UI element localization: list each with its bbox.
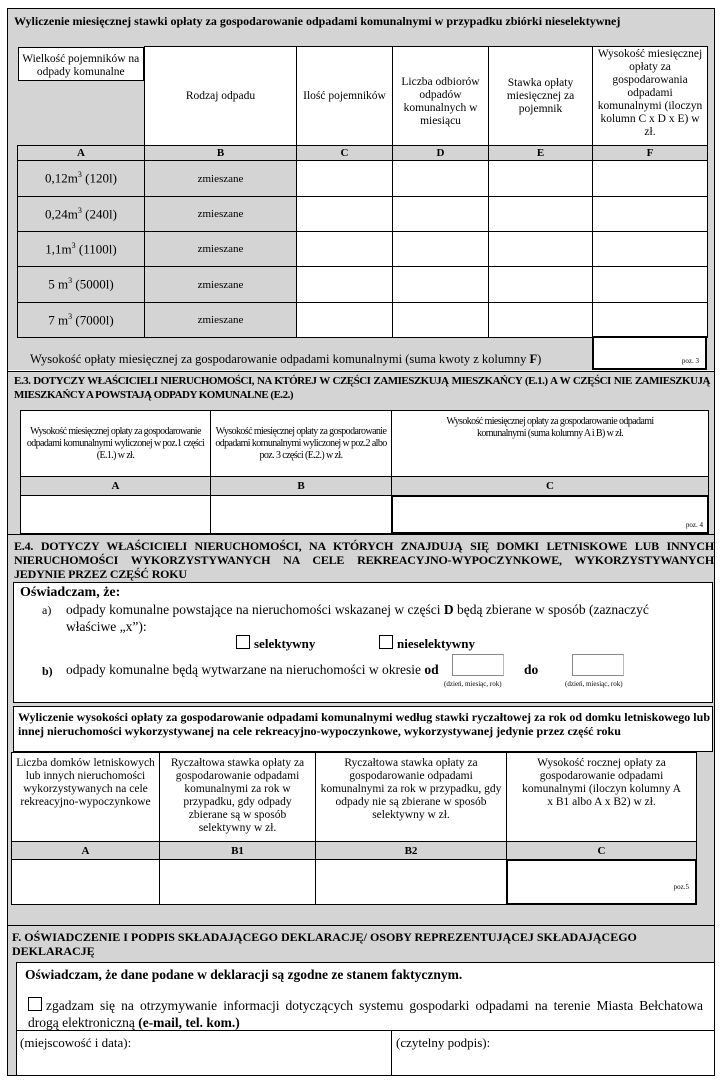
container-size-cell: 5 $m^3$ (5000l) xyxy=(18,267,145,303)
e3-header-b: Wysokość miesięcznej opłaty za gospodarowanie odpadami komunalnymi wyliczonej w poz.2 albo poz. 3 części (E.2.) w zł. xyxy=(210,410,392,477)
header-container-count: Ilość pojemników xyxy=(297,47,393,146)
e4-calc-title: Wyliczenie wysokości opłaty za gospodarowanie odpadami komunalnymi według stawki ryczałtowej za rok od domku letniskowego lub innej nieruchomości wykorzystywanej na cele rekreacyjno-wypoczynkowe, wykorzystywanej jedynie przez część roku xyxy=(18,710,710,738)
table-row xyxy=(18,267,708,303)
date-from-hint: (dzień, miesiąc, rok) xyxy=(444,680,502,688)
header-rate-per-container: Stawka opłaty miesięcznej za pojemnik xyxy=(489,47,593,146)
container-count-input[interactable] xyxy=(297,197,393,232)
e3-letter-b: B xyxy=(210,476,392,496)
e3-header-a: Wysokość miesięcznej opłaty za gospodarowanie odpadami komunalnymi wyliczonej w poz.1 części (E.1.) w zł. xyxy=(20,410,211,477)
e4-header-b1: Ryczałtowa stawka opłaty za gospodarowanie odpadami komunalnymi za rok w przypadku, gdy odpady zbierane są w sposób selektywny w zł. xyxy=(159,752,316,842)
pickups-input[interactable] xyxy=(393,197,489,232)
date-to-hint: (dzień, miesiąc, rok) xyxy=(565,680,623,688)
e3-letter-c: C xyxy=(391,476,709,496)
container-count-input[interactable] xyxy=(297,232,393,267)
rate-input[interactable] xyxy=(489,303,593,338)
container-size-cell: $0,24m^3$ (240l) xyxy=(18,197,145,232)
header-pickups-per-month: Liczba odbiorów odpadów komunalnych w miesiącu xyxy=(393,47,489,146)
e4-header-b2: Ryczałtowa stawka opłaty za gospodarowanie odpadami komunalnymi za rok w przypadku, gdy odpady nie są zbierane w sposób selektywny w zł. xyxy=(315,752,507,842)
fee-input[interactable] xyxy=(593,161,708,197)
selective-label: selektywny xyxy=(254,636,316,651)
header-container-size: Wielkość pojemników na odpady komunalne xyxy=(18,47,145,81)
pickups-input[interactable] xyxy=(393,303,489,338)
e4-item-b-label: b) xyxy=(42,664,53,678)
col-letter-d: D xyxy=(393,146,489,161)
e4-declare-heading: Oświadczam, że: xyxy=(20,585,121,600)
e4-input-b1[interactable] xyxy=(159,859,316,905)
e3-letter-a: A xyxy=(20,476,211,496)
e4-input-c[interactable] xyxy=(506,859,697,905)
table-row xyxy=(18,197,708,232)
e4-input-a[interactable] xyxy=(11,859,160,905)
section-f-statement: Oświadczam, że dane podane w deklaracji są zgodne ze stanem faktycznym. xyxy=(25,967,463,982)
container-size-cell: $0,12m^3$ (120l) xyxy=(18,161,145,197)
fee-input[interactable] xyxy=(593,197,708,232)
table-row xyxy=(18,303,708,338)
date-to-input[interactable] xyxy=(572,654,624,676)
section-e3-title: E.3. DOTYCZY WŁAŚCICIELI NIERUCHOMOŚCI, NA KTÓREJ W CZĘŚCI ZAMIESZKUJĄ MIESZKAŃCY (E.1.) A W CZĘŚCI NIE ZAMIESZKUJĄ MIESZKAŃCY A POWSTAJĄ ODPADY KOMUNALNE (E.2.) xyxy=(14,375,710,401)
e3-input-c[interactable] xyxy=(391,495,709,534)
date-to-label: do xyxy=(524,662,539,677)
waste-type-cell: zmieszane xyxy=(145,303,297,338)
section-e2-table xyxy=(17,46,708,338)
signature-field[interactable]: (czytelny podpis): xyxy=(396,1035,491,1050)
sum-label: Wysokość opłaty miesięcznej za gospodarowanie odpadami komunalnymi (suma kwoty z kolumny F) xyxy=(30,352,542,366)
selective-option[interactable] xyxy=(236,635,315,652)
fee-input[interactable] xyxy=(593,303,708,338)
e4-input-b2[interactable] xyxy=(315,859,507,905)
rate-input[interactable] xyxy=(489,161,593,197)
e3-input-a[interactable] xyxy=(20,495,211,534)
date-from-input[interactable] xyxy=(452,654,504,676)
section-f-title: F. OŚWIADCZENIE I PODPIS SKŁADAJĄCEGO DEKLARACJĘ/ OSOBY REPREZENTUJĄCEJ SKŁADAJĄCEGO DEKLARACJĘ xyxy=(12,930,637,958)
waste-type-cell: zmieszane xyxy=(145,197,297,232)
col-letter-b: B xyxy=(145,146,297,161)
e4-letter-b2: B2 xyxy=(315,841,507,860)
col-letter-e: E xyxy=(489,146,593,161)
e4-letter-c: C xyxy=(506,841,697,860)
container-count-input[interactable] xyxy=(297,161,393,197)
fee-input[interactable] xyxy=(593,232,708,267)
e4-letter-b1: B1 xyxy=(159,841,316,860)
col-letter-f: F xyxy=(593,146,708,161)
poz-3-label: poz. 3 xyxy=(681,357,699,365)
pickups-input[interactable] xyxy=(393,161,489,197)
fee-input[interactable] xyxy=(593,267,708,303)
rate-input[interactable] xyxy=(489,267,593,303)
container-count-input[interactable] xyxy=(297,303,393,338)
poz-4-label: poz. 4 xyxy=(685,521,703,529)
header-monthly-fee: Wysokość miesięcznej opłaty za gospodarowania odpadami komunalnymi (iloczyn kolumn C x D x E) w zł. xyxy=(593,47,708,146)
e4-item-b-text: odpady komunalne będą wytwarzane na nieruchomości w okresie od xyxy=(66,662,439,677)
e4-header-c: Wysokość rocznej opłaty za gospodarowanie odpadami komunalnymi (iloczyn kolumny A x B1 albo A x B2) w zł. xyxy=(506,752,697,842)
nonselective-checkbox[interactable] xyxy=(379,635,393,649)
e4-letter-a: A xyxy=(11,841,160,860)
container-count-input[interactable] xyxy=(297,267,393,303)
pickups-input[interactable] xyxy=(393,267,489,303)
table-row xyxy=(18,232,708,267)
e3-input-b[interactable] xyxy=(210,495,392,534)
pickups-input[interactable] xyxy=(393,232,489,267)
col-letter-a: A xyxy=(18,146,145,161)
rate-input[interactable] xyxy=(489,197,593,232)
e4-item-a-label: a) xyxy=(42,603,52,617)
signature-column-divider xyxy=(391,1030,392,1076)
header-waste-type: Rodzaj odpadu xyxy=(145,47,297,146)
rate-input[interactable] xyxy=(489,232,593,267)
nonselective-option[interactable] xyxy=(379,635,475,652)
e4-header-a: Liczba domków letniskowych lub innych nieruchomości wykorzystywanych na cele rekreacyjno-wypoczynkowe xyxy=(11,752,160,842)
sum-field[interactable] xyxy=(592,336,707,370)
consent-option[interactable]: zgadzam się na otrzymywanie informacji dotyczących systemu gospodarki odpadami na terenie Miasta Bełchatowa drogą elektroniczną (e-mail, tel. kom.) xyxy=(28,998,703,1030)
nonselective-label: nieselektywny xyxy=(397,636,475,651)
section-e2-title: Wyliczenie miesięcznej stawki opłaty za gospodarowanie odpadami komunalnymi w przypadku zbiórki nieselektywnej xyxy=(14,14,621,28)
poz-5-label: poz.5 xyxy=(673,883,689,891)
e3-header-c: Wysokość miesięcznej opłaty za gospodarowanie odpadami komunalnymi (suma kolumny A i B) w zł. xyxy=(391,410,709,477)
table-row xyxy=(18,161,708,197)
place-date-field[interactable]: (miejscowość i data): xyxy=(20,1035,132,1050)
waste-type-cell: zmieszane xyxy=(145,232,297,267)
consent-checkbox[interactable] xyxy=(28,997,42,1011)
selective-checkbox[interactable] xyxy=(236,635,250,649)
signature-divider xyxy=(16,1030,715,1031)
waste-type-cell: zmieszane xyxy=(145,267,297,303)
container-size-cell: 7 $m^3$ (7000l) xyxy=(18,303,145,338)
waste-type-cell: zmieszane xyxy=(145,161,297,197)
e4-item-a-text: odpady komunalne powstające na nieruchomości wskazanej w części D będą zbierane w sposób (zaznaczyć właściwe „x”): xyxy=(66,602,649,634)
col-letter-c: C xyxy=(297,146,393,161)
section-e4-title: E.4. DOTYCZY WŁAŚCICIELI NIERUCHOMOŚCI, NA KTÓRYCH ZNAJDUJĄ SIĘ DOMKI LETNISKOWE LUB INNYCH NIERUCHOMOŚCI WYKORZYSTYWANYCH NA CELE REKREACYJNO-WYPOCZYNKOWE, WYKORZYSTYWANYCH JEDYNIE PRZEZ CZĘŚĆ ROKU xyxy=(14,539,714,581)
container-size-cell: $1,1m^3$ (1100l) xyxy=(18,232,145,267)
